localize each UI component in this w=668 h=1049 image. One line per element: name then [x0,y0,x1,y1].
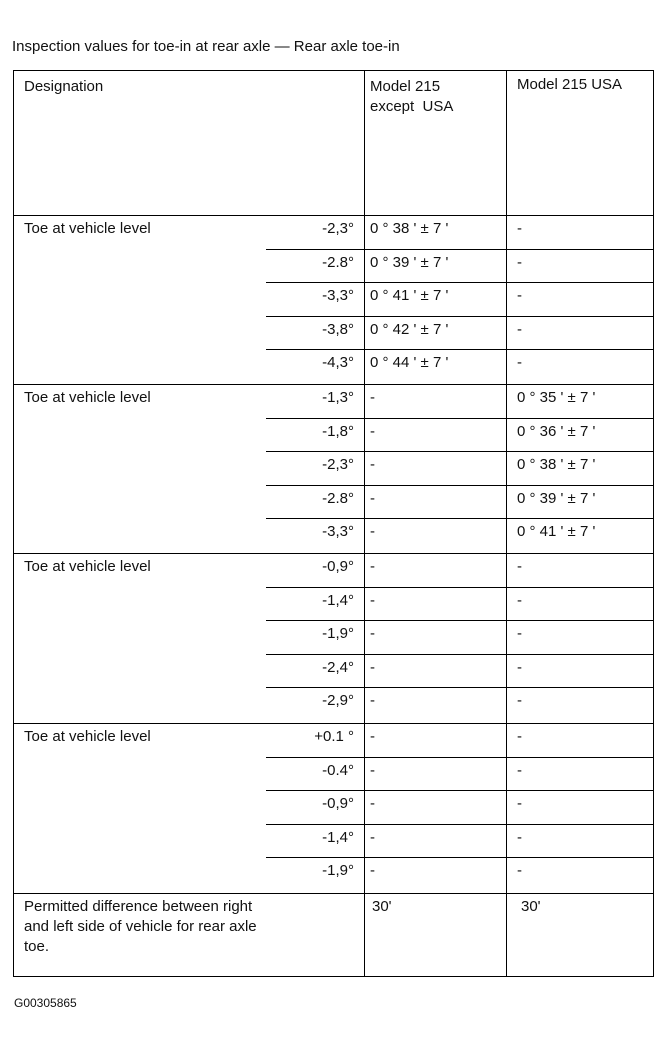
section-divider [14,893,653,894]
row-divider [266,316,653,317]
header-designation: Designation [24,78,104,95]
value-usa: - [517,761,522,779]
permitted-except-usa: 30' [372,898,392,915]
row-divider [266,654,653,655]
toe-value: -1,9° [322,862,354,880]
value-usa: - [517,591,522,609]
row-divider [266,687,653,688]
value-usa: 0 ° 36 ' ± 7 ' [517,422,596,440]
column-divider [364,71,365,976]
toe-value: -4,3° [322,354,354,372]
value-usa: - [517,692,522,710]
group-label: Toe at vehicle level [24,728,151,745]
value-usa: 0 ° 41 ' ± 7 ' [517,523,596,541]
header-divider [14,215,653,216]
toe-value: +0.1 ° [314,728,354,745]
value-usa: - [517,320,522,338]
toe-value: -2.8° [322,489,354,507]
value-usa: - [517,625,522,643]
value-except-usa: - [370,558,375,575]
toe-in-table [13,70,654,977]
row-divider [266,620,653,621]
toe-value: -0,9° [322,795,354,813]
value-except-usa: - [370,862,375,880]
column-divider [506,71,507,976]
toe-value: -1,9° [322,625,354,643]
value-usa: - [517,828,522,846]
toe-value: -1,8° [322,422,354,440]
permitted-difference-label: Permitted difference between right and left side of vehicle for rear axle toe. [24,898,257,955]
toe-value: -0.4° [322,761,354,779]
row-divider [266,824,653,825]
toe-value: -1,4° [322,591,354,609]
row-divider [266,282,653,283]
row-divider [266,249,653,250]
group-label: Toe at vehicle level [24,558,151,575]
value-usa: - [517,253,522,271]
group-label: Toe at vehicle level [24,389,151,406]
toe-value: -3,3° [322,523,354,541]
toe-value: -2,3° [322,456,354,474]
row-divider [266,451,653,452]
row-divider [266,349,653,350]
value-usa: 0 ° 35 ' ± 7 ' [517,389,596,406]
toe-value: -1,3° [322,389,354,406]
group-divider [14,384,653,385]
toe-value: -2,3° [322,220,354,237]
value-usa: - [517,354,522,372]
value-except-usa: - [370,728,375,745]
value-usa: - [517,558,522,575]
value-except-usa: - [370,523,375,541]
value-except-usa: 0 ° 38 ' ± 7 ' [370,220,449,237]
toe-value: -0,9° [322,558,354,575]
row-divider [266,757,653,758]
value-usa: 0 ° 39 ' ± 7 ' [517,489,596,507]
figure-id: G00305865 [14,996,77,1010]
table-caption: Inspection values for toe-in at rear axle — Rear axle toe-in [12,38,400,55]
toe-value: -2,9° [322,692,354,710]
toe-value: -2,4° [322,658,354,676]
toe-value: -1,4° [322,828,354,846]
value-except-usa: 0 ° 41 ' ± 7 ' [370,287,449,305]
value-usa: - [517,728,522,745]
row-divider [266,485,653,486]
row-divider [266,857,653,858]
value-usa: - [517,658,522,676]
header-model-except-usa: Model 215 except USA [370,78,454,115]
value-except-usa: - [370,658,375,676]
value-except-usa: - [370,389,375,406]
value-except-usa: - [370,828,375,846]
value-usa: - [517,862,522,880]
value-except-usa: - [370,761,375,779]
toe-value: -3,3° [322,287,354,305]
row-divider [266,790,653,791]
value-except-usa: - [370,422,375,440]
row-divider [266,418,653,419]
header-model-usa: Model 215 USA [517,76,623,93]
value-usa: - [517,220,522,237]
value-except-usa: - [370,692,375,710]
value-usa: - [517,287,522,305]
value-except-usa: 0 ° 42 ' ± 7 ' [370,320,449,338]
group-label: Toe at vehicle level [24,220,151,237]
row-divider [266,587,653,588]
value-usa: - [517,795,522,813]
value-except-usa: - [370,456,375,474]
toe-value: -2.8° [322,253,354,271]
value-except-usa: 0 ° 39 ' ± 7 ' [370,253,449,271]
value-except-usa: - [370,591,375,609]
value-except-usa: - [370,625,375,643]
value-except-usa: - [370,489,375,507]
toe-value: -3,8° [322,320,354,338]
group-divider [14,553,653,554]
permitted-usa: 30' [521,898,541,915]
value-usa: 0 ° 38 ' ± 7 ' [517,456,596,474]
row-divider [266,518,653,519]
group-divider [14,723,653,724]
value-except-usa: 0 ° 44 ' ± 7 ' [370,354,449,372]
value-except-usa: - [370,795,375,813]
